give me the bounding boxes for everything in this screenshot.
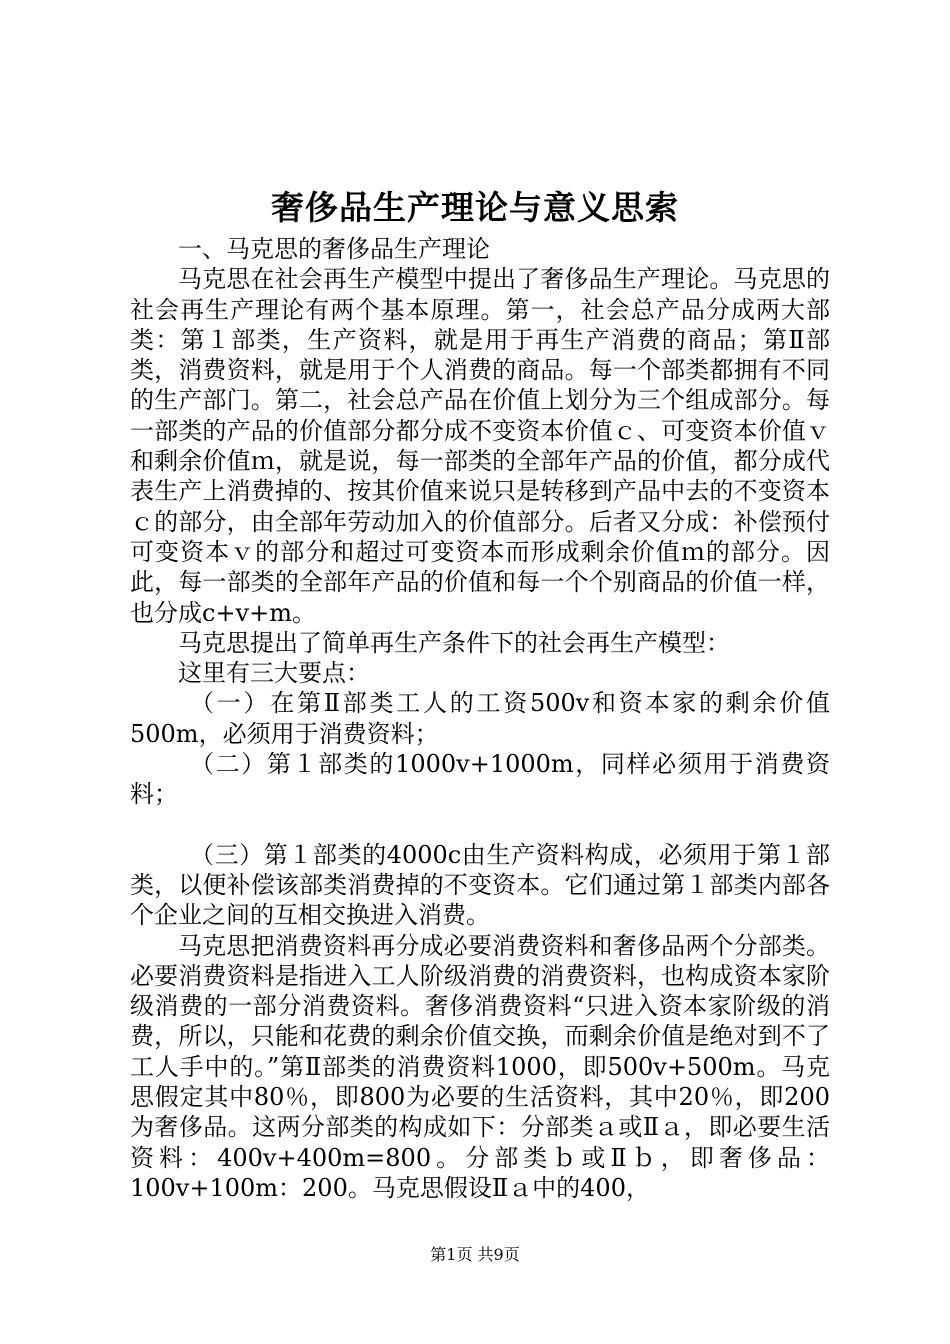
document-title: 奢侈品生产理论与意义思索 xyxy=(271,188,679,227)
point-two: （二）第１部类的1000v+1000m，同样必须用于消费资料； xyxy=(130,750,830,809)
blank-line xyxy=(130,810,830,840)
paragraph-three-points-intro: 这里有三大要点： xyxy=(178,659,370,688)
point-three: （三）第１部类的4000c由生产资料构成，必须用于第１部类，以便补偿该部类消费掉的不变资本。它们通过第１部类内部各个企业之间的互相交换进入消费。 xyxy=(130,840,830,930)
paragraph-reproduction-theory: 马克思在社会再生产模型中提出了奢侈品生产理论。马克思的社会再生产理论有两个基本原理。第一，社会总产品分成两大部类：第１部类，生产资料，就是用于再生产消费的商品；第Ⅱ部类，消费资料，就是用于个人消费的商品。每一个部类都拥有不同的生产部门。第二，社会总产品在价值上划分为三个组成部分。每一部类的产品的价值部分都分成不变资本价值ｃ、可变资本价值ｖ和剩余价值ｍ，就是说，每一部类的全部年产品的价值，都分成代表生产上消费掉的、按其价值来说只是转移到产品中去的不变资本ｃ的部分，由全部年劳动加入的价值部分。后者又分成：补偿预付可变资本ｖ的部分和超过可变资本而形成剩余价值ｍ的部分。因此，每一部类的全部年产品的价值和每一个个别商品的价值一样，也分成c+v+m。 xyxy=(130,265,830,627)
page-number-footer: 第1页 共9页 xyxy=(430,1245,520,1264)
point-one: （一）在第Ⅱ部类工人的工资500v和资本家的剩余价值500m，必须用于消费资料； xyxy=(130,689,830,748)
paragraph-model-intro: 马克思提出了简单再生产条件下的社会再生产模型： xyxy=(178,628,730,657)
document-body xyxy=(130,234,830,1203)
section-heading: 一、马克思的奢侈品生产理论 xyxy=(178,235,490,263)
paragraph-luxury-goods: 马克思把消费资料再分成必要消费资料和奢侈品两个分部类。必要消费资料是指进入工人阶级消费的消费资料，也构成资本家阶级消费的一部分消费资料。奢侈消费资料“只进入资本家阶级的消费，所以，只能和花费的剩余价值交换，而剩余价值是绝对到不了工人手中的。”第Ⅱ部类的消费资料1000，即500v+500m。马克思假定其中80％，即800为必要的生活资料，其中20％，即200为奢侈品。这两分部类的构成如下：分部类ａ或Ⅱａ，即必要生活资料：400v+400m=800。分部类ｂ或Ⅱｂ，即奢侈品：100v+100m：200。马克思假设Ⅱａ中的400， xyxy=(130,931,830,1202)
